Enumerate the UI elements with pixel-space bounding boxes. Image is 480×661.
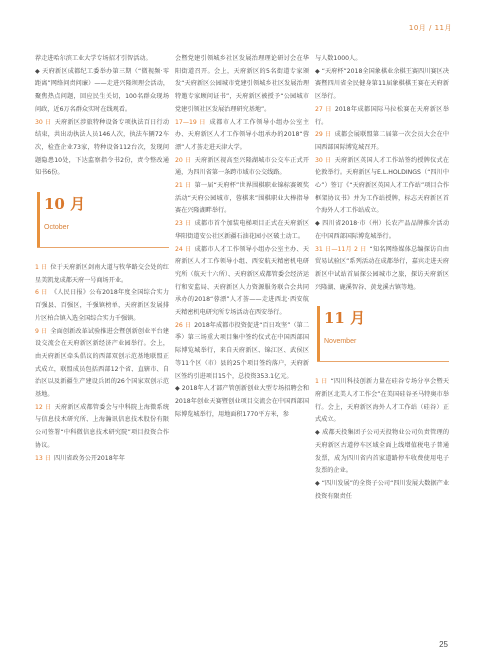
- chronicle-entry: [175, 320, 309, 384]
- entry-text: “四川科技创新力量在硅谷专场分享会暨天府新区北美人才工作会”在美国硅谷圣马特奥市举行。会上，天府新区海外人才工作站（硅谷）正式成立。: [315, 378, 450, 424]
- month-heading-october: [35, 192, 169, 248]
- month-accent-bar: [317, 306, 320, 362]
- entry-date: 24 日: [175, 245, 192, 253]
- entry-date: 27 日: [315, 105, 332, 113]
- entry-text: 成都市首个加装电梯项目正式在天府新区华阳街道安公社区新疆石油花园小区破土动工。: [175, 220, 309, 240]
- column-3-bottom-entries: [315, 376, 449, 503]
- entry-text: 全面创新改革试验推进会暨创新创业平台建设交流会在天府新区新经济产业园举行。会上，由天府新区牵头倡议的西部双创示范基地联盟正式成立，联盟成员包括西部12个省、直辖市、自治区以及新疆生产建设兵团的26个国家双创示范基地。: [35, 327, 169, 399]
- column-1-top-entries: [35, 53, 169, 180]
- entry-text: 2018年成都国际马拉松赛在天府新区举行。: [315, 105, 449, 126]
- entry-date: 17—19 日: [175, 118, 206, 126]
- month-divider: [317, 361, 449, 362]
- entry-date: 29 日: [315, 131, 332, 139]
- chronicle-entry: [175, 180, 309, 218]
- issue-header: 10月 / 11月: [408, 24, 452, 32]
- entry-date: 31 日—11月 2 日: [315, 245, 367, 253]
- chronicle-entry: [315, 478, 449, 503]
- chronicle-entry: [315, 155, 449, 219]
- chronicle-entry: [315, 66, 449, 104]
- chronicle-entry: [35, 326, 169, 402]
- month-heading-november: [315, 306, 449, 362]
- entry-text: ◆ 2018年人才部产管创新创业大型专场招聘会和2018年创业天赛暨创业项目交流会在中国西部国际博览城举行，用地面积1770平方米，参: [175, 385, 309, 418]
- chronicle-entry: [35, 66, 169, 117]
- column-1-bottom-entries: [35, 262, 169, 465]
- entry-text: ◆ 成都天投集团子公司天投物业公司负责管理的天府新区古道停车区域全面上线增值税电子普通发票，成为四川省内首家道路停车收费使用电子发票的企业。: [315, 429, 449, 475]
- chronicle-entry: [35, 117, 169, 181]
- chronicle-entry: [315, 376, 449, 427]
- entry-text: 与人数1000人。: [315, 55, 362, 62]
- entry-date: 13 日: [35, 454, 51, 462]
- chronicle-entry: [35, 53, 169, 66]
- entry-text: “知名网络媒体总编探访自由贸易试验区”系列活动在成都举行，嘉宾走进天府新区中试站首届探公园城市之旅，探访天府新区兴隆湖、鹿溪智谷、黄龙溪古镇等地。: [315, 245, 450, 291]
- entry-text: 会暨党建引领城乡社区发展治理理论研讨会在华阳街道召开。会上，天府新区的5名街道专家颁发“天府新区公园城市党建引领城乡社区发展治理特邀专家顾问证书”，天府新区被授予“公园城市党建引领社区发展治理研究基地”。: [175, 55, 309, 113]
- month-title: 10 月: [44, 195, 86, 214]
- entry-date: 26 日: [175, 321, 192, 329]
- month-english: November: [324, 338, 357, 346]
- entry-date: 6 日: [35, 289, 48, 297]
- entry-text: 成都会展联盟第二届第一次会员大会在中国西部国际博览城召开。: [315, 131, 449, 151]
- month-divider: [37, 247, 169, 248]
- chronicle-entry: [175, 383, 309, 421]
- entry-date: 30 日: [35, 118, 52, 126]
- entry-text: 位于天府新区剑南大道与牧华路交会处的红星美凯龙成都天府一号商场开业。: [35, 264, 169, 284]
- column-1: [35, 53, 169, 465]
- entry-text: 《人民日报》公布2018年度全国综合实力百强县、百强区，千强镇榜单，天府新区发展排片区柏合镇入选全国综合实力千强镇。: [35, 289, 169, 322]
- entry-text: 成都市人才工作领导小组办公室主办、天府新区人才工作领导小组、西安航天精密机电研究所（航天十六所）、天府新区成都管委会经济运行和安监局、天府新区人力资源服务联合会共同承办的2018“蓉漂”人才荟——走进西北·西安航天精密机电研究所专场活动在西安举行。: [175, 245, 309, 317]
- chronicle-entry: [175, 244, 309, 320]
- entry-text: 2018年成都市投资促进“百日攻坚”（第二季）第三场重大项目集中签约仪式在中国西部国际博览城举行，来自天府新区、锦江区、武侯区等11个区（市）县的25个项目签约落户，天府新区签约引进项目15个，总投资353.1亿元。: [175, 321, 309, 380]
- chronicle-entry: [315, 218, 449, 243]
- chronicle-entry: [175, 155, 309, 180]
- entry-date: 12 日: [35, 403, 52, 411]
- entry-text: ◆ “天府杯”2018全国象棋业余棋王赛四川赛区决赛暨四川省全民健身第11届象棋棋王赛在天府新区举行。: [315, 67, 449, 101]
- chronicle-entry: [35, 453, 169, 466]
- entry-date: 1 日: [315, 378, 328, 386]
- entry-text: 成都市人才工作领导小组办公室主办、天府新区人才工作领导小组承办的2018“蓉漂”人才荟走进天津大学。: [175, 118, 309, 151]
- column-2-entries: [175, 53, 309, 421]
- entry-text: 荐走进哈尔滨工业大学专场招才引智活动。: [35, 55, 152, 62]
- column-2: [175, 53, 309, 421]
- chronicle-entry: [315, 53, 449, 66]
- entry-text: 天府新区视高至兴隆湖城市公交车正式开通，为四川省第一条跨市域市公交线路。: [175, 156, 309, 177]
- entry-date: 21 日: [175, 182, 192, 190]
- chronicle-entry: [35, 402, 169, 453]
- entry-text: 四川省政务公开2018年年: [54, 454, 125, 462]
- chronicle-entry: [35, 262, 169, 287]
- entry-date: 9 日: [35, 327, 48, 335]
- entry-text: 第一届“天府杯”世界围棋职业锦标赛颁奖活动“天府公园城市，蓉棋来”围棋职业大棒指导赛在兴隆湖畔举行。: [175, 182, 309, 215]
- entry-text: 天府新区成都管委会与中科院上海微系统与信息技术研究所、上海瀚讯信息技术股份有限公司签署“中科微信息技术研究院”项目投资合作协议。: [35, 403, 169, 449]
- chronicle-entry: [315, 129, 449, 154]
- entry-text: ◆ “四川发展”的全资子公司“四川发展大数据产业投资有限责任: [315, 479, 449, 500]
- chronicle-entry: [315, 244, 449, 295]
- column-3-top-entries: [315, 53, 449, 294]
- entry-text: 天府新区涉旅特种设备专项执法百日行动结束，共出动执法人员146人次，执法车辆72车次，检查企业73家，特种设备112台次，发现问题隐患10处，下达监察指令书2份，责令整改通知书6份。: [35, 118, 169, 177]
- chronicle-entry: [315, 427, 449, 478]
- chronicle-entry: [175, 53, 309, 117]
- column-3: [315, 53, 449, 503]
- entry-date: 1 日: [35, 264, 48, 272]
- chronicle-entry: [175, 117, 309, 155]
- month-title: 11 月: [324, 309, 366, 328]
- month-accent-bar: [37, 192, 40, 248]
- month-english: October: [44, 224, 69, 232]
- entry-text: ◆ 四川省2018·市（州）长农产品品牌推介活动在中国西部国际博览城举行。: [315, 220, 449, 240]
- entry-date: 30 日: [315, 156, 332, 164]
- chronicle-entry: [175, 218, 309, 243]
- chronicle-entry: [35, 287, 169, 325]
- page-number: 25: [439, 640, 448, 649]
- entry-date: 23 日: [175, 220, 192, 228]
- entry-date: 20 日: [175, 156, 192, 164]
- entry-text: 天府新区英国人才工作站签约授牌仪式在伦敦举行。天府新区与E.L.HOLDINGS（“四川中心”）签订《“天府新区英国人才工作站”项目合作框架协议书》并为工作站授牌，标志天府新区首个海外人才工作站成立。: [315, 156, 449, 215]
- chronicle-entry: [315, 104, 449, 129]
- entry-text: ◆ 天府新区成都纪工委举办第三期（“微视频·零距离”网络问责问廉）——走进兴隆坝理会活动，聚焦热点问题，回应民生关切，100名群众现场问政，近6万名群众实时在线观看。: [35, 67, 169, 113]
